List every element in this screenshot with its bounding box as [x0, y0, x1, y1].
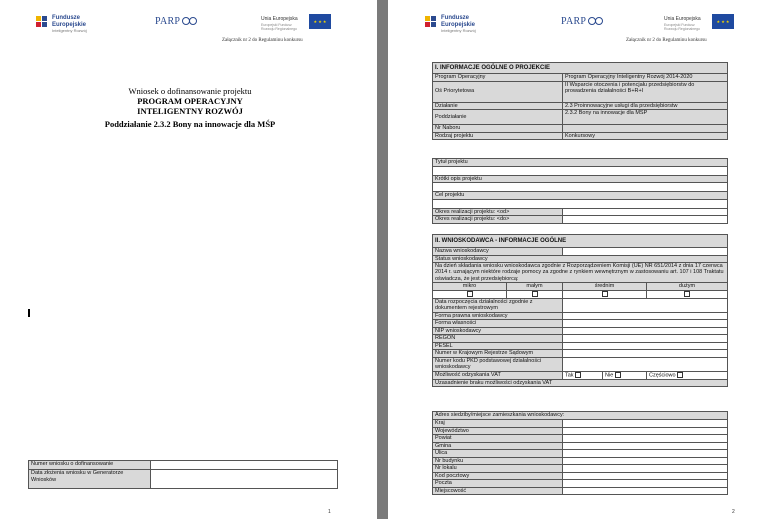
dzialanie-label: Działanie [433, 102, 563, 110]
mikro-checkbox[interactable] [467, 291, 473, 297]
vat-uzasadnienie-label: Uzasadnienie braku możliwości odzyskania VAT [433, 379, 728, 387]
kraj-label: Kraj [433, 420, 563, 428]
eu-title: Unia Europejska [261, 16, 298, 22]
eu-logo [664, 14, 734, 36]
regon-value[interactable] [563, 335, 728, 343]
nr-naboru-label: Nr Naboru [433, 125, 563, 133]
forma-prawna-value[interactable] [563, 312, 728, 320]
eu-sub1: Europejski Fundusz [664, 23, 695, 27]
nr-budynku-value[interactable] [563, 457, 728, 465]
size-duzy-label: dużym [647, 283, 728, 291]
size-sredni-label: średnim [563, 283, 647, 291]
okres-do-label: Okres realizacji projektu: <do> [433, 216, 563, 224]
tytul-value[interactable] [433, 166, 728, 175]
forma-wlasnosci-label: Forma własności [433, 320, 563, 328]
nazwa-label: Nazwa wnioskodawcy [433, 248, 563, 256]
wojewodztwo-label: Województwo [433, 427, 563, 435]
krs-label: Numer w Krajowym Rejestrze Sądowym [433, 350, 563, 358]
zalacznik-note: Załącznik nr 2 do Regulaminu konkursu [222, 38, 303, 43]
cel-label: Cel projektu [433, 192, 728, 200]
vat-tak-checkbox[interactable] [575, 372, 581, 378]
nr-lokalu-value[interactable] [563, 465, 728, 473]
ulica-value[interactable] [563, 450, 728, 458]
rozporzadzenie-text: Na dzień składania wniosku wnioskodawca zgodnie z Rozporządzeniem Komisji (UE) NR 651/2014 z dnia 17 czerwca 2014 r. uznającym niektóre rodzaje pomocy za zgodne z rynkiem wewnętrznym w zastosowaniu art. 107 i 108 Traktatu oświadcza, że jest przedsiębiorcą: [433, 263, 728, 283]
poddzialanie-value: 2.3.2 Bony na innowacje dla MŚP [563, 110, 728, 125]
os-label: Oś Priorytetowa [433, 81, 563, 102]
miejscowosc-value[interactable] [563, 487, 728, 495]
eu-logo [261, 14, 331, 36]
title-line-4: Poddziałanie 2.3.2 Bony na innowacje dla MŚP [104, 119, 276, 129]
numer-wniosku-value[interactable] [151, 461, 338, 470]
os-value: II Wsparcie otoczenia i potencjału przedsiębiorstw do prowadzenia działalności B+R+I [563, 81, 728, 102]
forma-prawna-label: Forma prawna wnioskodawcy [433, 312, 563, 320]
section-1-table [432, 62, 728, 140]
vat-czesciowo-cell [647, 371, 728, 379]
program-value: Program Operacyjny Inteligentny Rozwój 2014-2020 [563, 74, 728, 82]
poczta-label: Poczta [433, 480, 563, 488]
vat-label: Możliwość odzyskania VAT [433, 371, 563, 379]
data-zlozenia-value[interactable] [151, 470, 338, 489]
eu-sub1: Europejski Fundusz [261, 23, 292, 27]
gmina-label: Gmina [433, 442, 563, 450]
page-number: 2 [732, 509, 735, 515]
kod-pocztowy-label: Kod pocztowy [433, 472, 563, 480]
nip-label: NIP wnioskodawcy [433, 327, 563, 335]
tytul-label: Tytuł projektu [433, 159, 728, 167]
parp-eyes-icon [588, 16, 603, 25]
fundusze-europejskie-logo [36, 15, 106, 39]
section-1-title: I. INFORMACJE OGÓLNE O PROJEKCIE [433, 63, 728, 74]
forma-wlasnosci-value[interactable] [563, 320, 728, 328]
size-maly-label: małym [507, 283, 563, 291]
kod-pocztowy-value[interactable] [563, 472, 728, 480]
eu-flag-icon: ★ ★ ★ [309, 14, 331, 29]
regon-label: REGON [433, 335, 563, 343]
size-mikro-label: mikro [433, 283, 507, 291]
pesel-value[interactable] [563, 342, 728, 350]
nip-value[interactable] [563, 327, 728, 335]
dzialanie-value: 2.3 Proinnowacyjne usługi dla przedsiębiorstw [563, 102, 728, 110]
fe-star-icon [425, 16, 438, 32]
numer-wniosku-label: Numer wniosku o dofinansowanie [29, 461, 151, 470]
title-line-2: PROGRAM OPERACYJNY [137, 96, 243, 106]
poczta-value[interactable] [563, 480, 728, 488]
parp-logo [561, 16, 603, 27]
sredni-checkbox[interactable] [602, 291, 608, 297]
data-rozpoczecia-value[interactable] [563, 298, 728, 312]
text-cursor [28, 309, 30, 317]
nr-budynku-label: Nr budynku [433, 457, 563, 465]
rodzaj-label: Rodzaj projektu [433, 132, 563, 140]
vat-tak-label: Tak [565, 372, 574, 379]
maly-checkbox[interactable] [532, 291, 538, 297]
title-line-3: INTELIGENTNY ROZWÓJ [137, 106, 243, 116]
eu-title: Unia Europejska [664, 16, 701, 22]
krs-value[interactable] [563, 350, 728, 358]
vat-tak-cell [563, 371, 603, 379]
zalacznik-note: Załącznik nr 2 do Regulaminu konkursu [626, 38, 707, 43]
okres-od-label: Okres realizacji projektu: <od> [433, 208, 563, 216]
parp-text: PARP [155, 16, 181, 27]
fe-subtitle: Inteligentny Rozwój [52, 28, 87, 33]
vat-czesciowo-label: Częściowo [649, 372, 676, 379]
wojewodztwo-value[interactable] [563, 427, 728, 435]
nr-naboru-value [563, 125, 728, 133]
rodzaj-value: Konkursowy [563, 132, 728, 140]
nr-lokalu-label: Nr lokalu [433, 465, 563, 473]
data-zlozenia-label: Data złożenia wniosku w Generatorze Wniosków [29, 470, 151, 489]
program-label: Program Operacyjny [433, 74, 563, 82]
page-header [0, 10, 377, 40]
okres-do-value[interactable] [563, 216, 728, 224]
cel-value[interactable] [433, 199, 728, 208]
fe-line1: Fundusze [52, 15, 80, 21]
section-2-table [432, 234, 728, 387]
project-table [432, 158, 728, 224]
opis-value[interactable] [433, 183, 728, 192]
page-header [388, 10, 767, 40]
pkd-value[interactable] [563, 357, 728, 371]
vat-nie-label: Nie [605, 372, 614, 379]
duzy-checkbox[interactable] [684, 291, 690, 297]
kraj-value[interactable] [563, 420, 728, 428]
eu-sub2: Rozwoju Regionalnego [664, 27, 700, 31]
okres-od-value[interactable] [563, 208, 728, 216]
ulica-label: Ulica [433, 450, 563, 458]
fe-star-icon [36, 16, 49, 32]
fundusze-europejskie-logo [425, 15, 495, 39]
parp-logo [155, 16, 197, 27]
opis-label: Krótki opis projektu [433, 175, 728, 183]
vat-nie-cell [603, 371, 647, 379]
parp-eyes-icon [182, 16, 197, 25]
fe-subtitle: Inteligentny Rozwój [441, 28, 476, 33]
poddzialanie-label: Poddziałanie [433, 110, 563, 125]
document-title [60, 86, 320, 129]
gmina-value[interactable] [563, 442, 728, 450]
application-number-table [28, 460, 338, 489]
document-page-2 [388, 0, 767, 519]
pkd-label: Numer kodu PKD podstawowej działalności wnioskodawcy [433, 357, 563, 371]
pesel-label: PESEL [433, 342, 563, 350]
document-page-1 [0, 0, 377, 519]
powiat-label: Powiat [433, 435, 563, 443]
fe-line2: Europejskie [52, 22, 87, 28]
status-label: Status wnioskodawcy [433, 255, 728, 263]
powiat-value[interactable] [563, 435, 728, 443]
title-line-1: Wniosek o dofinansowanie projektu [128, 86, 252, 96]
vat-nie-checkbox[interactable] [615, 372, 621, 378]
nazwa-value[interactable] [563, 248, 728, 256]
address-title: Adres siedziby/miejsce zamieszkania wnioskodawcy: [433, 412, 728, 420]
parp-text: PARP [561, 16, 587, 27]
page-number: 1 [328, 509, 331, 515]
eu-flag-icon: ★ ★ ★ [712, 14, 734, 29]
vat-czesciowo-checkbox[interactable] [677, 372, 683, 378]
miejscowosc-label: Miejscowość [433, 487, 563, 495]
data-rozpoczecia-label: Data rozpoczęcia działalności zgodnie z dokumentem rejestrowym [433, 298, 563, 312]
address-table [432, 411, 728, 495]
fe-line2: Europejskie [441, 22, 476, 28]
fe-line1: Fundusze [441, 15, 469, 21]
eu-sub2: Rozwoju Regionalnego [261, 27, 297, 31]
section-2-title: II. WNIOSKODAWCA - INFORMACJE OGÓLNE [433, 235, 728, 248]
